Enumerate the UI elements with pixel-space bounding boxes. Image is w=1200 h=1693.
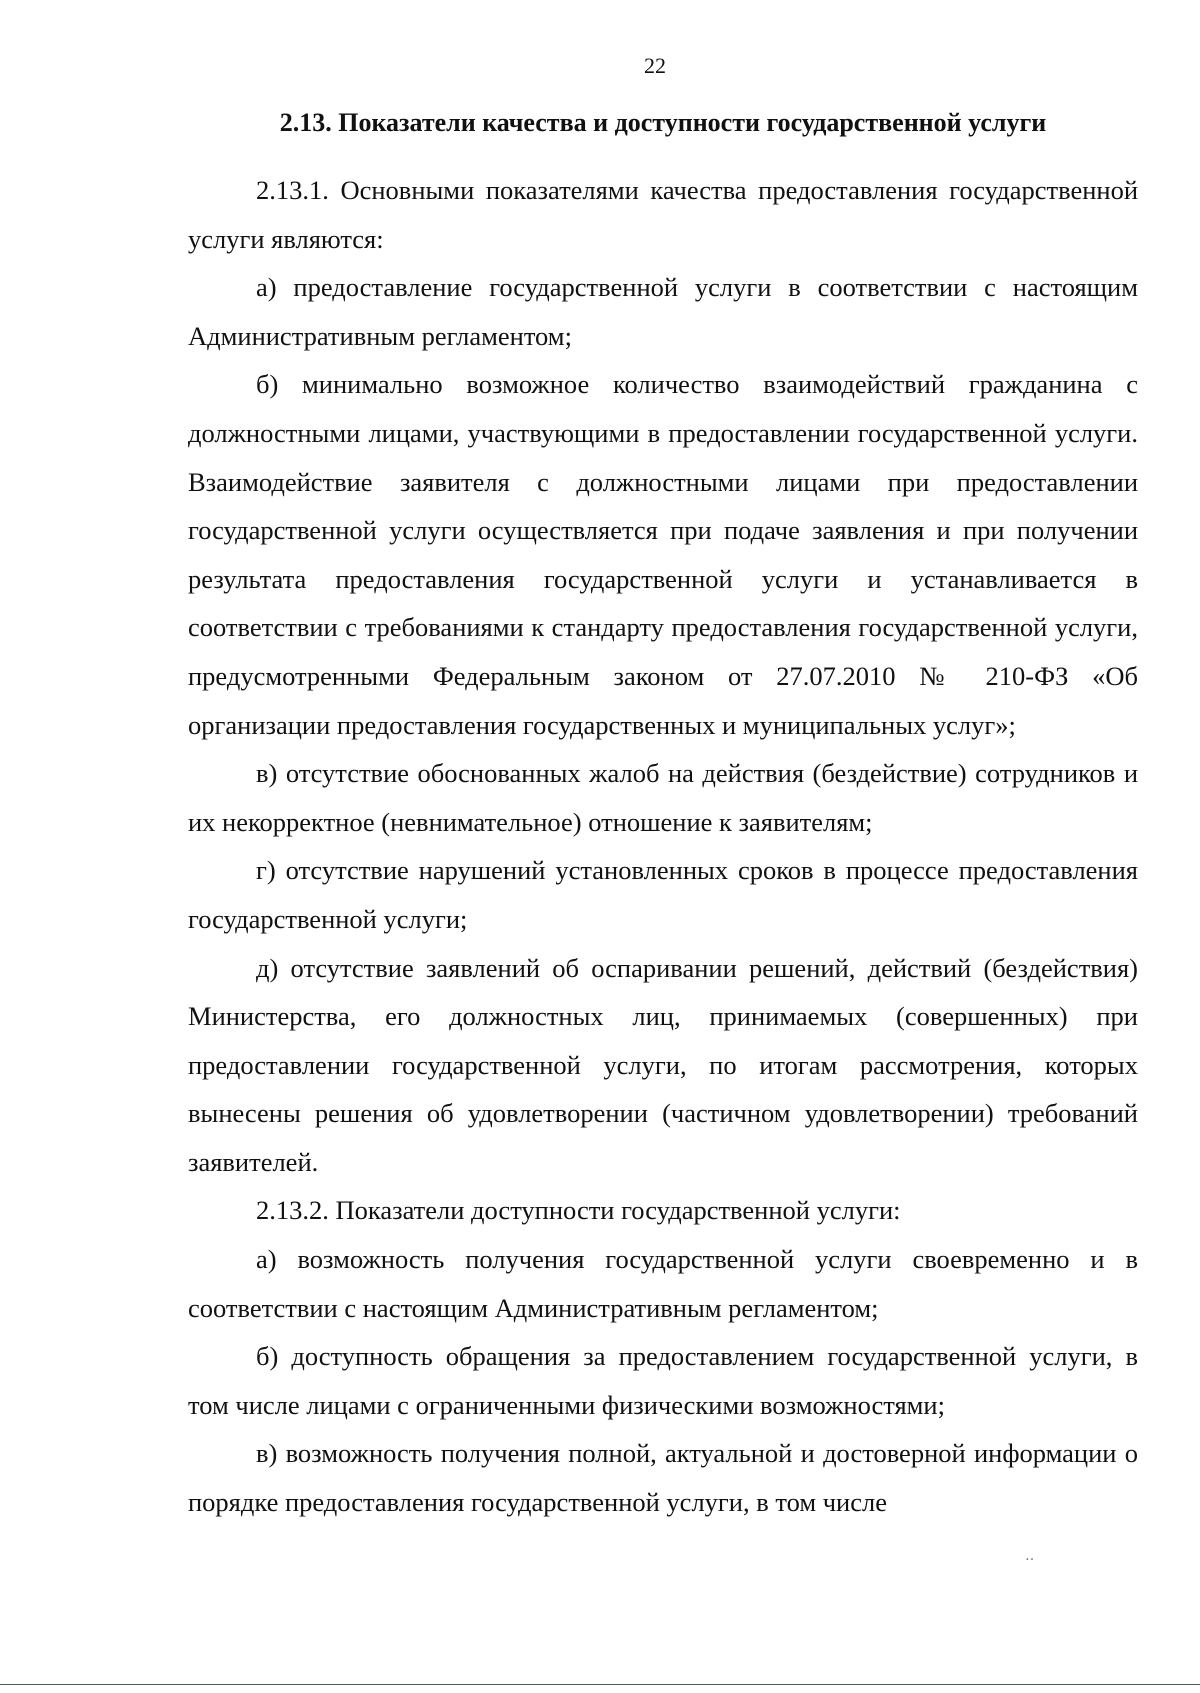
paragraph-item-g: г) отсутствие нарушений установленных сроков в процессе предоставления государственной услуги;: [188, 855, 1138, 934]
paragraph-2-13-2: 2.13.2. Показатели доступности государственной услуги:: [256, 1195, 901, 1226]
scan-artifact-mark: ‥: [1025, 1549, 1035, 1564]
section-heading: 2.13. Показатели качества и доступности государственной услуги: [279, 108, 1047, 137]
paragraph-item-a: а) предоставление государственной услуги в соответствии с настоящим Административным регламентом;: [188, 272, 1138, 351]
paragraph-access-v: в) возможность получения полной, актуальной и достоверной информации о порядке предоставления государственной услуги, в том числе: [188, 1438, 1138, 1518]
page-number: 22: [644, 53, 666, 78]
paragraph-access-b: б) доступность обращения за предоставлением государственной услуги, в том числе лицами с ограниченными физическими возможностями;: [188, 1341, 1138, 1420]
paragraph-item-b: б) минимально возможное количество взаимодействий гражданина с должностными лицами, участвующими в предоставлении государственной услуги. Взаимодействие заявителя с должностными лицами при предоставлении государственной услуги осуществляется при подаче заявления и при получении результата предоставления государственной услуги и устанавливается в соответствии с требованиями к стандарту предоставления государственной услуги, предусмотренными Федеральным законом от 27.07.2010 № 210-ФЗ «Об организации предоставления государственных и муниципальных услуг»;: [188, 369, 1138, 740]
section-body: [188, 166, 1138, 1527]
footer-rule: [0, 1684, 1200, 1685]
paragraph-access-a: а) возможность получения государственной услуги своевременно и в соответствии с настоящим Административным регламентом;: [188, 1244, 1138, 1323]
paragraph-item-v: в) отсутствие обоснованных жалоб на действия (бездействие) сотрудников и их некорректное (невнимательное) отношение к заявителям;: [188, 758, 1138, 837]
paragraph-item-d: д) отсутствие заявлений об оспаривании решений, действий (бездействия) Министерства, его должностных лиц, принимаемых (совершенных) при предоставлении государственной услуги, по итогам рассмотрения, которых вынесены решения об удовлетворении (частичном удовлетворении) требований заявителей.: [188, 952, 1138, 1177]
paragraph-2-13-1: 2.13.1. Основными показателями качества предоставления государственной услуги являются:: [188, 175, 1138, 254]
